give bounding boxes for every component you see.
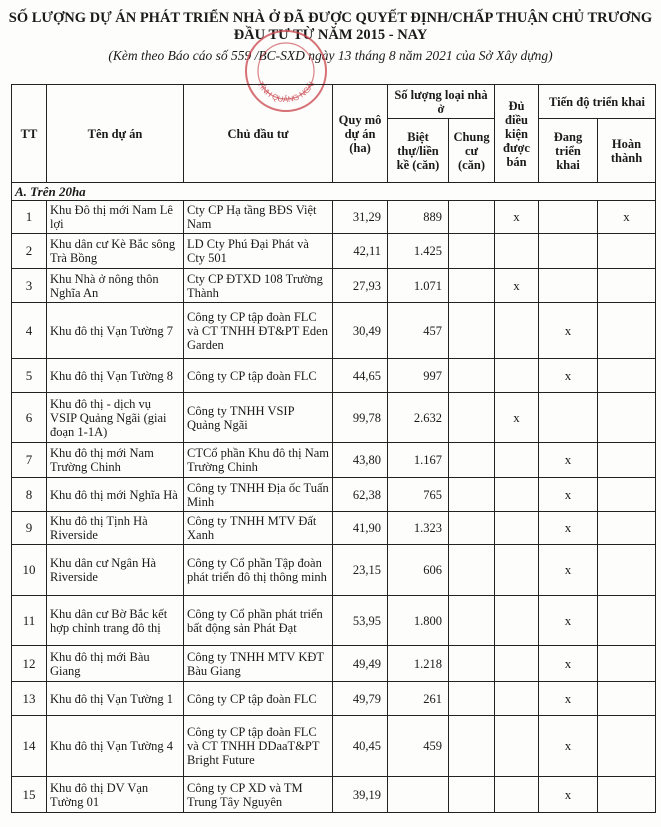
cell-villa-count: 1.071 bbox=[388, 269, 449, 303]
cell-scale: 99,78 bbox=[333, 393, 388, 443]
cell-eligible: x bbox=[495, 269, 539, 303]
cell-completed bbox=[598, 303, 656, 359]
cell-eligible bbox=[495, 716, 539, 777]
table-row bbox=[12, 234, 656, 269]
cell-investor: LD Cty Phú Đại Phát và Cty 501 bbox=[184, 234, 333, 269]
col-header-name: Tên dự án bbox=[47, 85, 184, 183]
cell-completed bbox=[598, 269, 656, 303]
cell-scale: 23,15 bbox=[333, 545, 388, 596]
cell-scale: 41,90 bbox=[333, 512, 388, 545]
cell-completed bbox=[598, 777, 656, 813]
table-row bbox=[12, 201, 656, 234]
cell-in-progress: x bbox=[539, 478, 598, 512]
cell-eligible bbox=[495, 512, 539, 545]
cell-eligible bbox=[495, 646, 539, 682]
cell-apartment-count bbox=[449, 596, 495, 646]
cell-tt: 8 bbox=[12, 478, 47, 512]
col-header-housing-group: Số lượng loại nhà ở bbox=[388, 85, 495, 119]
cell-in-progress: x bbox=[539, 443, 598, 478]
cell-scale: 44,65 bbox=[333, 359, 388, 393]
cell-project-name: Khu đô thị - dịch vụ VSIP Quảng Ngãi (giai đoạn 1-1A) bbox=[47, 393, 184, 443]
cell-apartment-count bbox=[449, 646, 495, 682]
title-line-2: ĐẦU TƯ TỪ NĂM 2015 - NAY bbox=[233, 27, 428, 43]
cell-project-name: Khu Đô thị mới Nam Lê lợi bbox=[47, 201, 184, 234]
cell-project-name: Khu dân cư Kè Bắc sông Trà Bồng bbox=[47, 234, 184, 269]
cell-scale: 42,11 bbox=[333, 234, 388, 269]
cell-tt: 11 bbox=[12, 596, 47, 646]
cell-in-progress bbox=[539, 201, 598, 234]
cell-investor: Cty CP ĐTXD 108 Trường Thành bbox=[184, 269, 333, 303]
cell-apartment-count bbox=[449, 682, 495, 716]
cell-project-name: Khu đô thị Tịnh Hà Riverside bbox=[47, 512, 184, 545]
cell-villa-count: 1.323 bbox=[388, 512, 449, 545]
col-header-completed: Hoàn thành bbox=[598, 119, 656, 183]
cell-in-progress: x bbox=[539, 303, 598, 359]
cell-completed bbox=[598, 545, 656, 596]
cell-investor: Công ty CP tập đoàn FLC và CT TNHH DDaaT&PT Bright Future bbox=[184, 716, 333, 777]
cell-project-name: Khu đô thị DV Vạn Tường 01 bbox=[47, 777, 184, 813]
cell-tt: 10 bbox=[12, 545, 47, 596]
cell-completed bbox=[598, 716, 656, 777]
table-row bbox=[12, 393, 656, 443]
cell-investor: Công ty TNHH VSIP Quảng Ngãi bbox=[184, 393, 333, 443]
cell-eligible bbox=[495, 303, 539, 359]
cell-in-progress: x bbox=[539, 682, 598, 716]
cell-scale: 53,95 bbox=[333, 596, 388, 646]
cell-apartment-count bbox=[449, 201, 495, 234]
cell-in-progress: x bbox=[539, 596, 598, 646]
cell-scale: 62,38 bbox=[333, 478, 388, 512]
col-header-in-progress: Đang triển khai bbox=[539, 119, 598, 183]
cell-apartment-count bbox=[449, 234, 495, 269]
cell-villa-count bbox=[388, 777, 449, 813]
cell-in-progress bbox=[539, 393, 598, 443]
table-row bbox=[12, 646, 656, 682]
cell-in-progress bbox=[539, 269, 598, 303]
cell-villa-count: 1.218 bbox=[388, 646, 449, 682]
cell-completed bbox=[598, 393, 656, 443]
cell-project-name: Khu Nhà ở nông thôn Nghĩa An bbox=[47, 269, 184, 303]
table-row bbox=[12, 716, 656, 777]
cell-eligible bbox=[495, 478, 539, 512]
cell-villa-count: 889 bbox=[388, 201, 449, 234]
cell-eligible: x bbox=[495, 393, 539, 443]
cell-eligible: x bbox=[495, 201, 539, 234]
cell-tt: 4 bbox=[12, 303, 47, 359]
cell-investor: Công ty CP XD và TM Trung Tây Nguyên bbox=[184, 777, 333, 813]
cell-investor: Công ty TNHH MTV KĐT Bàu Giang bbox=[184, 646, 333, 682]
cell-eligible bbox=[495, 682, 539, 716]
col-header-investor: Chủ đầu tư bbox=[184, 85, 333, 183]
cell-villa-count: 261 bbox=[388, 682, 449, 716]
cell-tt: 15 bbox=[12, 777, 47, 813]
cell-completed bbox=[598, 512, 656, 545]
cell-apartment-count bbox=[449, 545, 495, 596]
cell-apartment-count bbox=[449, 393, 495, 443]
table-row bbox=[12, 512, 656, 545]
cell-tt: 12 bbox=[12, 646, 47, 682]
col-header-apartment: Chung cư (căn) bbox=[449, 119, 495, 183]
cell-project-name: Khu đô thị mới Nghĩa Hà bbox=[47, 478, 184, 512]
cell-project-name: Khu đô thị Vạn Tường 7 bbox=[47, 303, 184, 359]
cell-project-name: Khu đô thị mới Bàu Giang bbox=[47, 646, 184, 682]
cell-completed bbox=[598, 478, 656, 512]
title-line-1: SỐ LƯỢNG DỰ ÁN PHÁT TRIỂN NHÀ Ở ĐÃ ĐƯỢC QUYẾT ĐỊNH/CHẤP THUẬN CHỦ TRƯƠNG bbox=[8, 10, 653, 26]
cell-eligible bbox=[495, 777, 539, 813]
cell-villa-count: 457 bbox=[388, 303, 449, 359]
document-title bbox=[0, 10, 661, 44]
cell-in-progress: x bbox=[539, 716, 598, 777]
cell-investor: Công ty CP tập đoàn FLC bbox=[184, 682, 333, 716]
cell-investor: Công ty Cổ phần Tập đoàn phát triển đô thị thông minh bbox=[184, 545, 333, 596]
cell-completed bbox=[598, 682, 656, 716]
cell-tt: 14 bbox=[12, 716, 47, 777]
cell-eligible bbox=[495, 234, 539, 269]
cell-scale: 49,49 bbox=[333, 646, 388, 682]
cell-eligible bbox=[495, 545, 539, 596]
table-row bbox=[12, 303, 656, 359]
cell-completed bbox=[598, 359, 656, 393]
cell-investor: CTCổ phần Khu đô thị Nam Trường Chinh bbox=[184, 443, 333, 478]
cell-investor: Công ty TNHH MTV Đất Xanh bbox=[184, 512, 333, 545]
cell-apartment-count bbox=[449, 443, 495, 478]
col-header-progress-group: Tiến độ triển khai bbox=[539, 85, 656, 119]
cell-villa-count: 997 bbox=[388, 359, 449, 393]
cell-scale: 49,79 bbox=[333, 682, 388, 716]
table-row bbox=[12, 359, 656, 393]
col-header-scale: Quy mô dự án (ha) bbox=[333, 85, 388, 183]
table-row bbox=[12, 777, 656, 813]
table-row bbox=[12, 478, 656, 512]
cell-tt: 5 bbox=[12, 359, 47, 393]
cell-villa-count: 1.425 bbox=[388, 234, 449, 269]
cell-project-name: Khu dân cư Bờ Bắc kết hợp chỉnh trang đô thị bbox=[47, 596, 184, 646]
cell-investor: Công ty TNHH Địa ốc Tuấn Minh bbox=[184, 478, 333, 512]
cell-completed bbox=[598, 443, 656, 478]
cell-apartment-count bbox=[449, 269, 495, 303]
section-heading: A. Trên 20ha bbox=[12, 183, 656, 201]
cell-project-name: Khu đô thị mới Nam Trường Chinh bbox=[47, 443, 184, 478]
cell-in-progress: x bbox=[539, 512, 598, 545]
cell-apartment-count bbox=[449, 777, 495, 813]
cell-eligible bbox=[495, 596, 539, 646]
cell-scale: 39,19 bbox=[333, 777, 388, 813]
cell-villa-count: 2.632 bbox=[388, 393, 449, 443]
col-header-villa: Biệt thự/liền kề (căn) bbox=[388, 119, 449, 183]
col-header-tt: TT bbox=[12, 85, 47, 183]
cell-scale: 31,29 bbox=[333, 201, 388, 234]
cell-completed bbox=[598, 646, 656, 682]
table-row bbox=[12, 269, 656, 303]
col-header-eligible: Đủ điều kiện được bán bbox=[495, 85, 539, 183]
cell-scale: 43,80 bbox=[333, 443, 388, 478]
cell-in-progress: x bbox=[539, 359, 598, 393]
cell-investor: Công ty CP tập đoàn FLC bbox=[184, 359, 333, 393]
cell-tt: 6 bbox=[12, 393, 47, 443]
cell-in-progress: x bbox=[539, 545, 598, 596]
cell-completed bbox=[598, 596, 656, 646]
table-row bbox=[12, 545, 656, 596]
document-subtitle: (Kèm theo Báo cáo số 559 /BC-SXD ngày 13 tháng 8 năm 2021 của Sở Xây dựng) bbox=[108, 48, 553, 63]
cell-villa-count: 1.800 bbox=[388, 596, 449, 646]
cell-tt: 2 bbox=[12, 234, 47, 269]
cell-apartment-count bbox=[449, 716, 495, 777]
cell-tt: 3 bbox=[12, 269, 47, 303]
cell-project-name: Khu đô thị Vạn Tường 1 bbox=[47, 682, 184, 716]
cell-villa-count: 1.167 bbox=[388, 443, 449, 478]
cell-apartment-count bbox=[449, 359, 495, 393]
cell-apartment-count bbox=[449, 478, 495, 512]
cell-investor: Công ty CP tập đoàn FLC và CT TNHH ĐT&PT Eden Garden bbox=[184, 303, 333, 359]
cell-villa-count: 606 bbox=[388, 545, 449, 596]
cell-apartment-count bbox=[449, 512, 495, 545]
cell-eligible bbox=[495, 443, 539, 478]
projects-table bbox=[11, 84, 656, 813]
cell-scale: 27,93 bbox=[333, 269, 388, 303]
cell-tt: 1 bbox=[12, 201, 47, 234]
cell-investor: Công ty Cổ phần phát triển bất động sản Phát Đạt bbox=[184, 596, 333, 646]
table-row bbox=[12, 443, 656, 478]
cell-completed: x bbox=[598, 201, 656, 234]
cell-villa-count: 765 bbox=[388, 478, 449, 512]
cell-project-name: Khu dân cư Ngân Hà Riverside bbox=[47, 545, 184, 596]
table-row bbox=[12, 682, 656, 716]
cell-tt: 7 bbox=[12, 443, 47, 478]
cell-eligible bbox=[495, 359, 539, 393]
cell-project-name: Khu đô thị Vạn Tường 4 bbox=[47, 716, 184, 777]
stamp-text: TỈNH QUẢNG NGÃI bbox=[255, 79, 317, 105]
cell-scale: 40,45 bbox=[333, 716, 388, 777]
cell-in-progress: x bbox=[539, 646, 598, 682]
cell-investor: Cty CP Hạ tầng BĐS Việt Nam bbox=[184, 201, 333, 234]
cell-tt: 13 bbox=[12, 682, 47, 716]
cell-scale: 30,49 bbox=[333, 303, 388, 359]
cell-project-name: Khu đô thị Vạn Tường 8 bbox=[47, 359, 184, 393]
cell-in-progress: x bbox=[539, 777, 598, 813]
cell-apartment-count bbox=[449, 303, 495, 359]
table-row bbox=[12, 596, 656, 646]
cell-in-progress bbox=[539, 234, 598, 269]
cell-tt: 9 bbox=[12, 512, 47, 545]
cell-completed bbox=[598, 234, 656, 269]
cell-villa-count: 459 bbox=[388, 716, 449, 777]
